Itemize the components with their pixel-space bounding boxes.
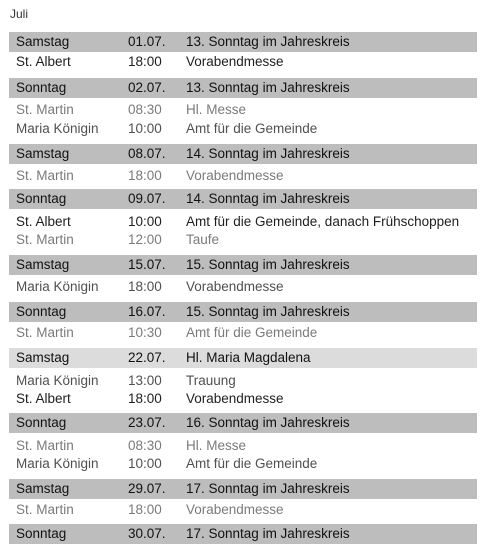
- weekday-label: Samstag: [16, 257, 70, 272]
- service-label: Vorabendmesse: [186, 279, 284, 294]
- weekday-label: Samstag: [16, 34, 70, 49]
- service-row: [9, 230, 477, 250]
- liturgical-day-label: 15. Sonntag im Jahreskreis: [186, 304, 350, 319]
- service-row: [9, 52, 477, 72]
- month-title: Juli: [10, 7, 29, 21]
- service-row: [9, 436, 477, 456]
- day-header-row: [9, 302, 477, 322]
- church-label: Maria Königin: [16, 121, 99, 136]
- day-header-row: [9, 524, 477, 544]
- service-label: Amt für die Gemeinde: [186, 325, 318, 340]
- liturgical-day-label: 17. Sonntag im Jahreskreis: [186, 526, 350, 541]
- service-label: Vorabendmesse: [186, 502, 284, 517]
- liturgical-day-label: 14. Sonntag im Jahreskreis: [186, 191, 350, 206]
- day-header-row: [9, 32, 477, 52]
- weekday-label: Sonntag: [16, 415, 67, 430]
- time-label: 18:00: [128, 502, 162, 517]
- service-label: Vorabendmesse: [186, 54, 284, 69]
- service-row: [9, 277, 477, 297]
- service-row: [9, 454, 477, 474]
- service-row: [9, 100, 477, 120]
- service-label: Trauung: [186, 373, 236, 388]
- date-label: 15.07.: [128, 257, 166, 272]
- liturgical-day-label: 13. Sonntag im Jahreskreis: [186, 80, 350, 95]
- liturgical-day-label: 17. Sonntag im Jahreskreis: [186, 481, 350, 496]
- weekday-label: Sonntag: [16, 526, 67, 541]
- date-label: 01.07.: [128, 34, 166, 49]
- day-header-row: [9, 413, 477, 433]
- day-header-row: [9, 78, 477, 98]
- time-label: 10:00: [128, 456, 162, 471]
- service-label: Amt für die Gemeinde: [186, 121, 318, 136]
- church-label: St. Martin: [16, 438, 74, 453]
- time-label: 12:00: [128, 232, 162, 247]
- church-label: St. Martin: [16, 232, 74, 247]
- liturgical-day-label: 14. Sonntag im Jahreskreis: [186, 146, 350, 161]
- weekday-label: Samstag: [16, 350, 70, 365]
- service-row: [9, 323, 477, 343]
- church-label: St. Albert: [16, 214, 71, 229]
- service-label: Amt für die Gemeinde: [186, 456, 318, 471]
- day-header-row: [9, 144, 477, 164]
- church-label: Maria Königin: [16, 373, 99, 388]
- time-label: 13:00: [128, 373, 162, 388]
- weekday-label: Sonntag: [16, 191, 67, 206]
- date-label: 22.07.: [128, 350, 166, 365]
- church-label: St. Martin: [16, 502, 74, 517]
- date-label: 09.07.: [128, 191, 166, 206]
- service-row: [9, 500, 477, 520]
- day-header-row: [9, 189, 477, 209]
- service-label: Vorabendmesse: [186, 168, 284, 183]
- church-label: Maria Königin: [16, 456, 99, 471]
- church-label: Maria Königin: [16, 279, 99, 294]
- service-label: Hl. Messe: [186, 102, 247, 117]
- service-label: Vorabendmesse: [186, 391, 284, 406]
- time-label: 18:00: [128, 54, 162, 69]
- day-header-row: [9, 479, 477, 499]
- day-header-row: [9, 255, 477, 275]
- service-label: Amt für die Gemeinde, danach Frühschoppen: [186, 214, 460, 229]
- church-label: St. Martin: [16, 168, 74, 183]
- liturgical-day-label: 13. Sonntag im Jahreskreis: [186, 34, 350, 49]
- church-label: St. Martin: [16, 325, 74, 340]
- time-label: 08:30: [128, 102, 162, 117]
- time-label: 18:00: [128, 168, 162, 183]
- weekday-label: Sonntag: [16, 304, 67, 319]
- service-row: [9, 371, 477, 391]
- service-row: [9, 389, 477, 409]
- date-label: 23.07.: [128, 415, 166, 430]
- date-label: 02.07.: [128, 80, 166, 95]
- weekday-label: Samstag: [16, 481, 70, 496]
- church-label: St. Martin: [16, 102, 74, 117]
- date-label: 16.07.: [128, 304, 166, 319]
- date-label: 08.07.: [128, 146, 166, 161]
- date-label: 29.07.: [128, 481, 166, 496]
- liturgical-day-label: 15. Sonntag im Jahreskreis: [186, 257, 350, 272]
- time-label: 18:00: [128, 279, 162, 294]
- service-label: Hl. Messe: [186, 438, 247, 453]
- weekday-label: Samstag: [16, 146, 70, 161]
- date-label: 30.07.: [128, 526, 166, 541]
- weekday-label: Sonntag: [16, 80, 67, 95]
- time-label: 10:30: [128, 325, 162, 340]
- time-label: 18:00: [128, 391, 162, 406]
- service-row: [9, 119, 477, 139]
- service-row: [9, 166, 477, 186]
- church-label: St. Albert: [16, 54, 71, 69]
- liturgical-day-label: 16. Sonntag im Jahreskreis: [186, 415, 350, 430]
- time-label: 08:30: [128, 438, 162, 453]
- time-label: 10:00: [128, 121, 162, 136]
- liturgical-day-label: Hl. Maria Magdalena: [186, 350, 311, 365]
- time-label: 10:00: [128, 214, 162, 229]
- service-label: Taufe: [186, 232, 220, 247]
- day-header-row: [9, 348, 477, 368]
- service-row: [9, 212, 477, 232]
- church-label: St. Albert: [16, 391, 71, 406]
